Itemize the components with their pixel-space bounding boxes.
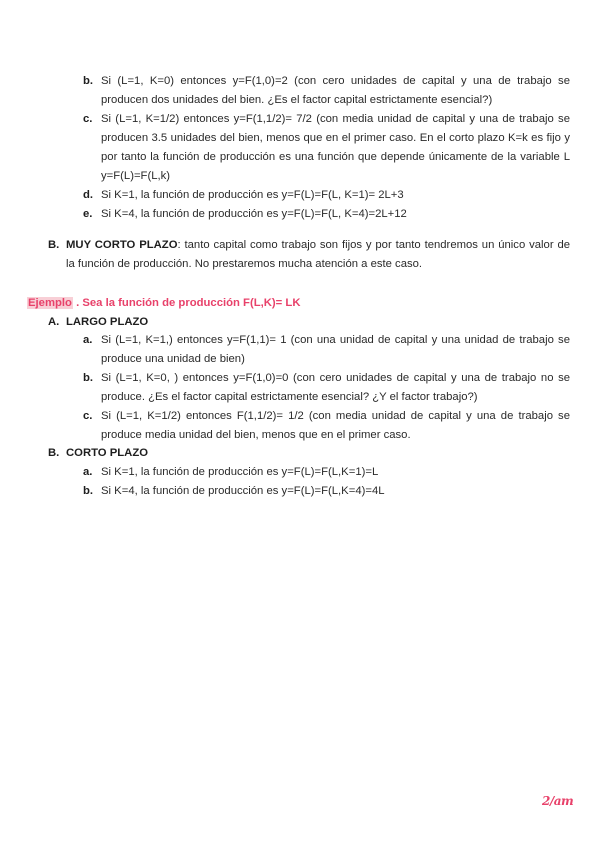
- footer-logo: 2/am: [542, 794, 574, 808]
- list-marker: a.: [83, 334, 93, 346]
- heading-corto-plazo: [48, 445, 149, 461]
- list-item-text: Si (L=1, K=1/2) entonces y=F(1,1/2)= 7/2 (con media unidad de capital y una de trabajo se producen 3.5 unidades del bien, menos que en el primer caso. En el corto plazo K=k es fijo y por tanto la función de producción es una función que depende únicamente de la variable L y=F(L)=F(L,k): [101, 113, 570, 182]
- corto-plazo-list: [0, 463, 600, 501]
- section-title: MUY CORTO PLAZO: [66, 239, 178, 251]
- list-marker: d.: [83, 189, 94, 201]
- list-marker: b.: [83, 75, 94, 87]
- list-item: [83, 186, 570, 205]
- list-item-text: Si K=1, la función de producción es y=F(L)=F(L,K=1)=L: [101, 466, 379, 478]
- list-marker: a.: [83, 466, 93, 478]
- list-marker: c.: [83, 113, 93, 125]
- list-marker: e.: [83, 208, 93, 220]
- list-item-text: Si K=4, la función de producción es y=F(L)=F(L,K=4)=4L: [101, 485, 385, 497]
- section-paragraph: [48, 236, 571, 274]
- section-text: : tanto capital como trabajo son fijos y por tanto tendremos un único valor de la función de producción. No prestaremos mucha atención a este caso.: [66, 239, 571, 270]
- heading-title: LARGO PLAZO: [66, 316, 149, 328]
- list-item: [83, 72, 570, 110]
- list-item: [83, 205, 570, 224]
- section-marker: B.: [48, 239, 60, 251]
- example-heading: [27, 295, 300, 311]
- list-item-text: Si (L=1, K=0) entonces y=F(1,0)=2 (con cero unidades de capital y una de trabajo se producen dos unidades del bien. ¿Es el factor capital estrictamente esencial?): [101, 75, 570, 106]
- list-item: [83, 331, 570, 369]
- list-item-text: Si K=1, la función de producción es y=F(L)=F(L, K=1)= 2L+3: [101, 189, 404, 201]
- heading-marker: A.: [48, 316, 60, 328]
- example-text: . Sea la función de producción F(L,K)= LK: [72, 297, 301, 309]
- list-item-text: Si (L=1, K=0, ) entonces y=F(1,0)=0 (con cero unidades de capital y una de trabajo no se produce. ¿Es el factor capital estrictamente esencial? ¿Y el factor trabajo?): [101, 372, 570, 403]
- list-marker: b.: [83, 485, 94, 497]
- list-marker: c.: [83, 410, 93, 422]
- list-item-text: Si (L=1, K=1,) entonces y=F(1,1)= 1 (con una unidad de capital y una unidad de trabajo se produce una unidad de bien): [101, 334, 570, 365]
- top-list: [0, 72, 600, 224]
- list-item: [83, 482, 570, 501]
- list-item: [83, 369, 570, 407]
- list-item: [83, 110, 570, 186]
- section-muy-corto-plazo: [48, 236, 571, 274]
- list-item-text: Si (L=1, K=1/2) entonces F(1,1/2)= 1/2 (con media unidad de capital y una de trabajo se produce media unidad del bien, menos que en el primer caso.: [101, 410, 570, 441]
- list-marker: b.: [83, 372, 94, 384]
- list-item: [83, 463, 570, 482]
- list-item: [83, 407, 570, 445]
- heading-largo-plazo: [48, 314, 149, 330]
- example-label: Ejemplo: [28, 297, 72, 309]
- heading-marker: B.: [48, 447, 60, 459]
- largo-plazo-list: [0, 331, 600, 445]
- heading-title: CORTO PLAZO: [66, 447, 149, 459]
- list-item-text: Si K=4, la función de producción es y=F(L)=F(L, K=4)=2L+12: [101, 208, 407, 220]
